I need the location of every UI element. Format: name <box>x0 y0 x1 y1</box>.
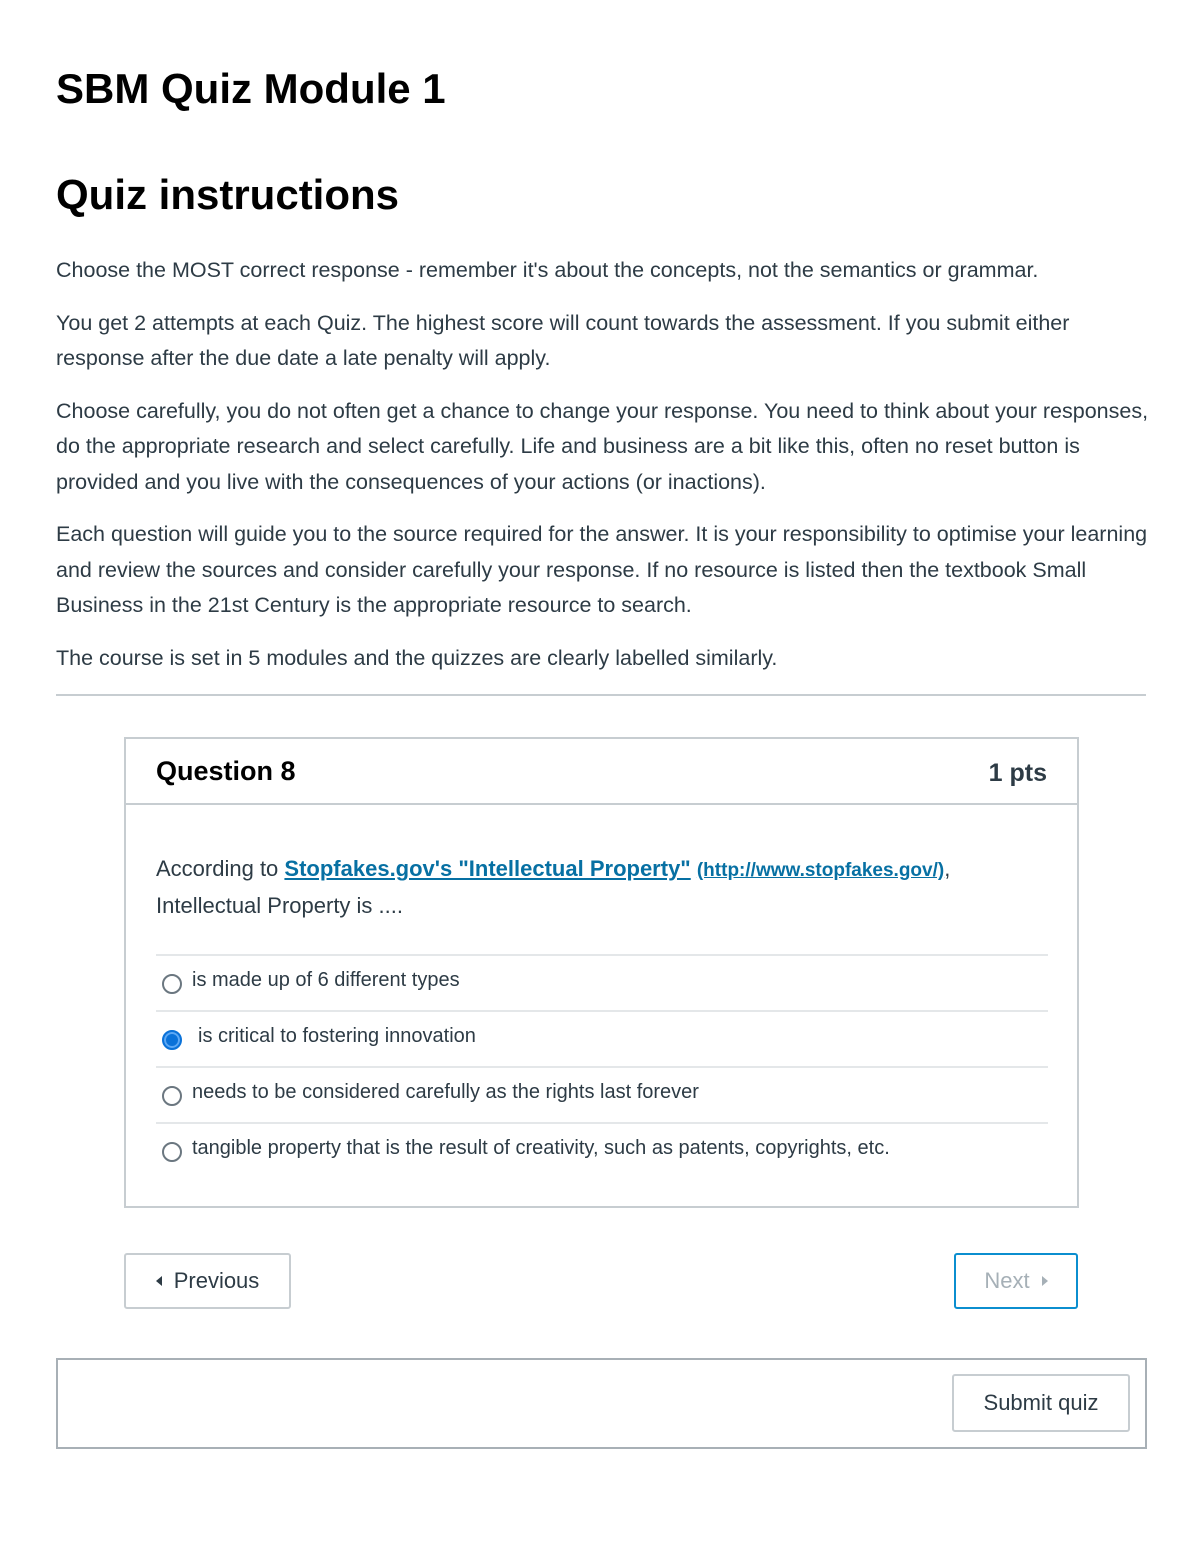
previous-button-label: Previous <box>173 1268 260 1293</box>
question-text-comma: , <box>944 856 951 881</box>
radio-unselected-icon[interactable] <box>162 974 182 994</box>
caret-right-icon <box>1042 1276 1048 1286</box>
answer-option[interactable] <box>156 954 1048 1010</box>
next-button-label: Next <box>984 1268 1030 1293</box>
radio-unselected-icon[interactable] <box>162 1086 182 1106</box>
instructions-paragraph: The course is set in 5 modules and the quizzes are clearly labelled similarly. <box>56 645 778 670</box>
answer-label[interactable]: is critical to fostering innovation <box>198 1025 476 1047</box>
answer-list <box>156 954 1048 1178</box>
answer-option[interactable] <box>156 1010 1048 1066</box>
submit-panel <box>56 1358 1147 1449</box>
instructions-paragraph: Choose carefully, you do not often get a chance to change your response. You need to think about your responses, do the appropriate research and select carefully. Life and business are a bit like this, often no reset button is provided and you live with the consequences of your actions (or inactions). <box>56 398 1149 494</box>
stopfakes-link[interactable]: Stopfakes.gov's "Intellectual Property" <box>284 856 691 881</box>
page-title: SBM Quiz Module 1 <box>56 65 446 112</box>
next-button[interactable] <box>954 1253 1078 1309</box>
question-text <box>156 851 1048 923</box>
radio-unselected-icon[interactable] <box>162 1142 182 1162</box>
instructions-paragraph: Choose the MOST correct response - remember it's about the concepts, not the semantics or grammar. <box>56 258 1039 282</box>
answer-option[interactable] <box>156 1066 1048 1122</box>
answer-label[interactable]: is made up of 6 different types <box>192 969 460 991</box>
submit-quiz-button[interactable]: Submit quiz <box>952 1374 1130 1432</box>
question-name: Question 8 <box>156 756 296 786</box>
caret-left-icon <box>156 1276 162 1286</box>
question-text-prefix: According to <box>156 856 279 881</box>
answer-option[interactable] <box>156 1122 1048 1178</box>
instructions-heading: Quiz instructions <box>56 171 400 218</box>
question-header <box>126 739 1077 805</box>
answer-label[interactable]: needs to be considered carefully as the rights last forever <box>192 1081 699 1103</box>
radio-selected-icon[interactable] <box>162 1030 182 1050</box>
answer-label[interactable]: tangible property that is the result of creativity, such as patents, copyrights, etc. <box>192 1137 890 1159</box>
previous-button[interactable] <box>124 1253 291 1309</box>
instructions-body <box>56 253 1151 693</box>
question-text-second-line: Intellectual Property is .... <box>156 893 403 918</box>
stopfakes-link-url[interactable]: (http://www.stopfakes.gov/) <box>696 860 945 881</box>
instructions-paragraph: Each question will guide you to the source required for the answer. It is your responsibility to optimise your learning and review the sources and consider carefully your response. If no resource is listed then the textbook Small Business in the 21st Century is the appropriate resource to search. <box>56 522 1148 617</box>
question-points: 1 pts <box>988 759 1047 787</box>
instructions-paragraph: You get 2 attempts at each Quiz. The highest score will count towards the assessment. If you submit either response after the due date a late penalty will apply. <box>56 310 1070 370</box>
section-divider <box>56 694 1146 696</box>
question-card <box>124 737 1079 1208</box>
